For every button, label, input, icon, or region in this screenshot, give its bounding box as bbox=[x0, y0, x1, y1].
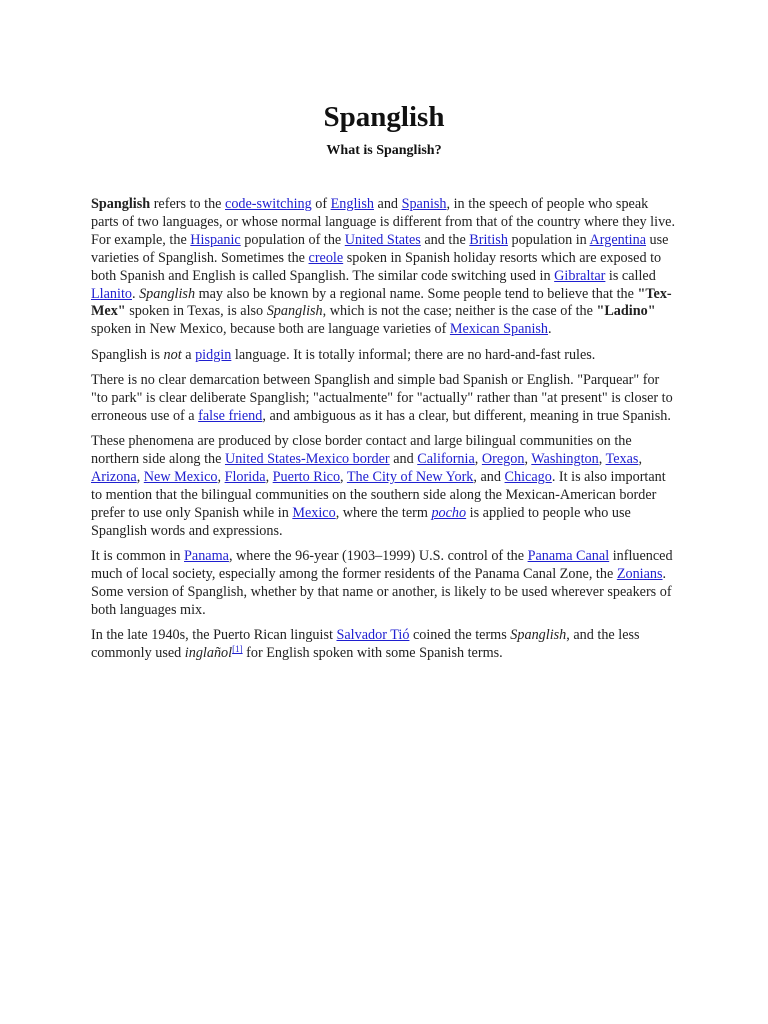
text: , bbox=[217, 469, 225, 486]
text: , and the less commonly used bbox=[91, 627, 640, 662]
page-title: Spanglish bbox=[323, 101, 445, 133]
italic-term-spanglish: Spanglish bbox=[510, 627, 567, 644]
text: and bbox=[373, 196, 402, 212]
text: spoken in New Mexico, because both are language varieties of bbox=[91, 321, 450, 338]
link-british[interactable]: British bbox=[469, 231, 508, 248]
link-creole[interactable]: creole bbox=[308, 249, 344, 266]
text: , bbox=[524, 451, 532, 468]
link-united-states[interactable]: United States bbox=[344, 231, 421, 248]
link-argentina[interactable]: Argentina bbox=[589, 231, 646, 248]
link-hispanic[interactable]: Hispanic bbox=[190, 231, 241, 248]
text: of bbox=[311, 196, 331, 212]
link-new-mexico[interactable]: New Mexico bbox=[143, 469, 218, 486]
text: may also be known by a regional name. Some people tend to believe that the bbox=[195, 285, 638, 302]
link-oregon[interactable]: Oregon bbox=[481, 451, 525, 468]
text: population in bbox=[507, 231, 590, 248]
link-pocho[interactable]: pocho bbox=[431, 505, 467, 521]
text: a bbox=[181, 346, 196, 363]
paragraph-6 bbox=[91, 627, 677, 663]
text: , bbox=[340, 469, 347, 486]
bold-term-spanglish: Spanglish bbox=[91, 196, 151, 212]
link-puerto-rico[interactable]: Puerto Rico bbox=[272, 469, 341, 486]
text: . bbox=[131, 285, 140, 302]
paragraph-1 bbox=[91, 196, 677, 339]
text: , where the term bbox=[335, 505, 432, 521]
link-code-switching[interactable]: code-switching bbox=[225, 196, 312, 212]
text: spoken in Texas, is also bbox=[125, 303, 267, 320]
link-panama-canal[interactable]: Panama Canal bbox=[527, 548, 610, 565]
italic-term-inglanol: inglañol bbox=[184, 645, 233, 662]
reference-link-1[interactable]: [1] bbox=[232, 644, 243, 655]
text: and the bbox=[420, 231, 470, 248]
text: is applied to people who use Spanglish words and expressions. bbox=[91, 505, 631, 539]
paragraph-2 bbox=[91, 347, 677, 365]
paragraph-3 bbox=[91, 372, 677, 426]
page-subtitle: What is Spanglish? bbox=[326, 143, 442, 158]
link-chicago[interactable]: Chicago bbox=[504, 469, 552, 486]
text: , and ambiguous as it has a clear, but different, meaning in true Spanish. bbox=[262, 407, 671, 424]
italic-term-spanglish: Spanglish bbox=[139, 285, 196, 302]
text: It is common in bbox=[91, 548, 185, 565]
link-spanish[interactable]: Spanish bbox=[401, 196, 447, 212]
text: and bbox=[389, 451, 418, 468]
text: , bbox=[265, 469, 273, 486]
paragraph-4 bbox=[91, 433, 677, 540]
text: use varieties of Spanglish. Sometimes the bbox=[91, 231, 669, 266]
article-body bbox=[91, 196, 677, 671]
text: , bbox=[598, 451, 606, 468]
text: is called bbox=[605, 267, 656, 284]
link-texas[interactable]: Texas bbox=[605, 451, 639, 468]
text: . It is also important to mention that the bilingual communities on the southern side along the Mexican-American border prefer to use only Spanish while in bbox=[91, 469, 666, 521]
text: . bbox=[548, 321, 552, 338]
italic-term-spanglish: Spanglish bbox=[266, 303, 323, 320]
link-mexican-spanish[interactable]: Mexican Spanish bbox=[449, 321, 549, 338]
text: , bbox=[638, 451, 642, 468]
text: Spanglish is bbox=[91, 346, 164, 363]
text: . Some version of Spanglish, whether by that name or another, is likely to be used wherever speakers of both languages mix. bbox=[91, 566, 672, 619]
text: , in the speech of people who speak parts of two languages, or whose normal language is different from that of the country where they live. For example, the bbox=[91, 196, 676, 248]
text: coined the terms bbox=[409, 627, 511, 644]
link-false-friend[interactable]: false friend bbox=[198, 407, 263, 424]
link-gibraltar[interactable]: Gibraltar bbox=[554, 267, 606, 284]
link-panama[interactable]: Panama bbox=[184, 548, 229, 565]
text: , bbox=[474, 451, 482, 468]
reference-superscript bbox=[232, 644, 243, 654]
bold-term-tex-mex: "Tex-Mex" bbox=[91, 285, 672, 320]
text: population of the bbox=[240, 231, 345, 248]
text: spoken in Spanish holiday resorts which are exposed to both Spanish and English is called Spanglish. The similar code switching used in bbox=[91, 249, 662, 284]
bold-term-ladino: "Ladino" bbox=[596, 303, 656, 320]
italic-term-not: not bbox=[163, 346, 182, 363]
text: language. It is totally informal; there are no hard-and-fast rules. bbox=[231, 346, 596, 363]
text: In the late 1940s, the Puerto Rican linguist bbox=[91, 627, 337, 644]
text: , and bbox=[473, 469, 505, 486]
text: , which is not the case; neither is the case of the bbox=[322, 303, 597, 320]
paragraph-5 bbox=[91, 548, 677, 620]
text: for English spoken with some Spanish terms. bbox=[242, 645, 503, 662]
link-english[interactable]: English bbox=[330, 196, 374, 212]
link-mexico[interactable]: Mexico bbox=[292, 505, 336, 521]
link-pidgin[interactable]: pidgin bbox=[195, 346, 232, 363]
link-california[interactable]: California bbox=[417, 451, 475, 468]
link-salvador-tio[interactable]: Salvador Tió bbox=[336, 627, 410, 644]
link-washington[interactable]: Washington bbox=[531, 451, 599, 468]
link-llanito[interactable]: Llanito bbox=[91, 285, 132, 302]
text: influenced much of local society, especially among the former residents of the Panama Canal Zone, the bbox=[91, 548, 673, 583]
link-zonians[interactable]: Zonians bbox=[616, 566, 663, 583]
text: refers to the bbox=[150, 196, 226, 212]
link-city-of-new-york[interactable]: The City of New York bbox=[346, 469, 474, 486]
text: These phenomena are produced by close border contact and large bilingual communities on the northern side along the bbox=[91, 433, 632, 468]
text: , where the 96-year (1903–1999) U.S. control of the bbox=[228, 548, 528, 565]
text: , bbox=[136, 469, 144, 486]
text: There is no clear demarcation between Spanglish and simple bad Spanish or English. "Parquear" for "to park" is clear deliberate Spanglish; "actualmente" for "actually" rather than "at present" is closer to erroneous use of a bbox=[91, 372, 673, 424]
link-arizona[interactable]: Arizona bbox=[91, 469, 137, 486]
link-florida[interactable]: Florida bbox=[224, 469, 266, 486]
link-us-mexico-border[interactable]: United States-Mexico border bbox=[224, 451, 390, 468]
